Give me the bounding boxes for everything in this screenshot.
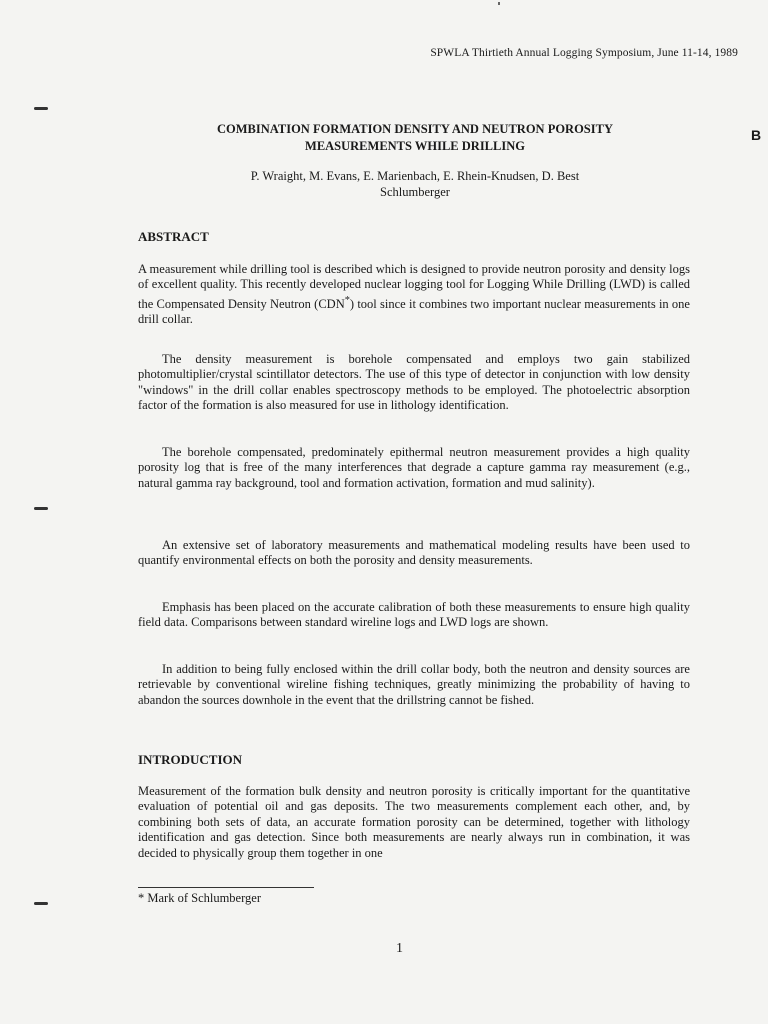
margin-mark — [34, 507, 48, 510]
author-block — [140, 168, 690, 200]
introduction-paragraph-1: Measurement of the formation bulk density and neutron porosity is critically important for the quantitative evaluation of potential oil and gas deposits. The two measurements complement each other, and, by combining both sets of data, an accurate formation porosity can be determined, together with lithology identification and gas detection. Since both measurements are nearly always run in combination, it was decided to physically group them together in one — [138, 784, 690, 860]
paper-title — [140, 121, 690, 155]
scan-speck — [498, 2, 500, 5]
introduction-heading: INTRODUCTION — [138, 752, 243, 767]
abstract-paragraph-5: Emphasis has been placed on the accurate calibration of both these measurements to ensure high quality field data. Comparisons between standard wireline logs and LWD logs are shown. — [138, 600, 690, 630]
abstract-paragraph-3: The borehole compensated, predominately epithermal neutron measurement provides a high quality porosity log that is free of the many interferences that degrade a capture gamma ray measurement (e.g., natural gamma ray background, tool and formation activation, formation and mud salinity). — [138, 445, 690, 490]
title-line-2: MEASUREMENTS WHILE DRILLING — [305, 139, 525, 153]
abstract-p1-text: A measurement while drilling tool is described which is designed to provide neutron porosity and density logs of excellent quality. This recently developed nuclear logging tool for Logging While Drilling (LWD) is called the Compensated Density Neutron (CDN — [138, 262, 690, 311]
authors: P. Wraight, M. Evans, E. Marienbach, E. Rhein-Knudsen, D. Best — [250, 169, 580, 183]
abstract-p1-text-cont: ) tool since it combines two important nuclear measurements in one drill collar. — [138, 296, 690, 327]
page-number: 1 — [396, 941, 403, 956]
footnote: * Mark of Schlumberger — [138, 891, 262, 905]
abstract-paragraph-2: The density measurement is borehole compensated and employs two gain stabilized photomultiplier/crystal scintillator detectors. The use of this type of detector in conjunction with low density "windows" in the drill collar enables spectroscopy methods to be employed. The photoelectric absorption factor of the formation is also measured for use in lithology identification. — [138, 352, 690, 413]
margin-mark — [34, 902, 48, 905]
section-tag: B — [751, 127, 762, 143]
conference-header: SPWLA Thirtieth Annual Logging Symposium, June 11-14, 1989 — [430, 47, 738, 59]
title-line-1: COMBINATION FORMATION DENSITY AND NEUTRON POROSITY — [217, 122, 613, 136]
margin-mark — [34, 107, 48, 110]
trademark-superscript: * — [344, 294, 350, 306]
abstract-paragraph-1 — [138, 262, 690, 328]
footnote-divider — [138, 887, 314, 888]
abstract-paragraph-6: In addition to being fully enclosed within the drill collar body, both the neutron and density sources are retrievable by conventional wireline fishing techniques, greatly minimizing the probability of having to abandon the sources downhole in the event that the drillstring cannot be fished. — [138, 662, 690, 707]
affiliation: Schlumberger — [380, 185, 450, 199]
abstract-heading: ABSTRACT — [138, 229, 209, 244]
abstract-paragraph-4: An extensive set of laboratory measurements and mathematical modeling results have been used to quantify environmental effects on both the porosity and density measurements. — [138, 538, 690, 568]
